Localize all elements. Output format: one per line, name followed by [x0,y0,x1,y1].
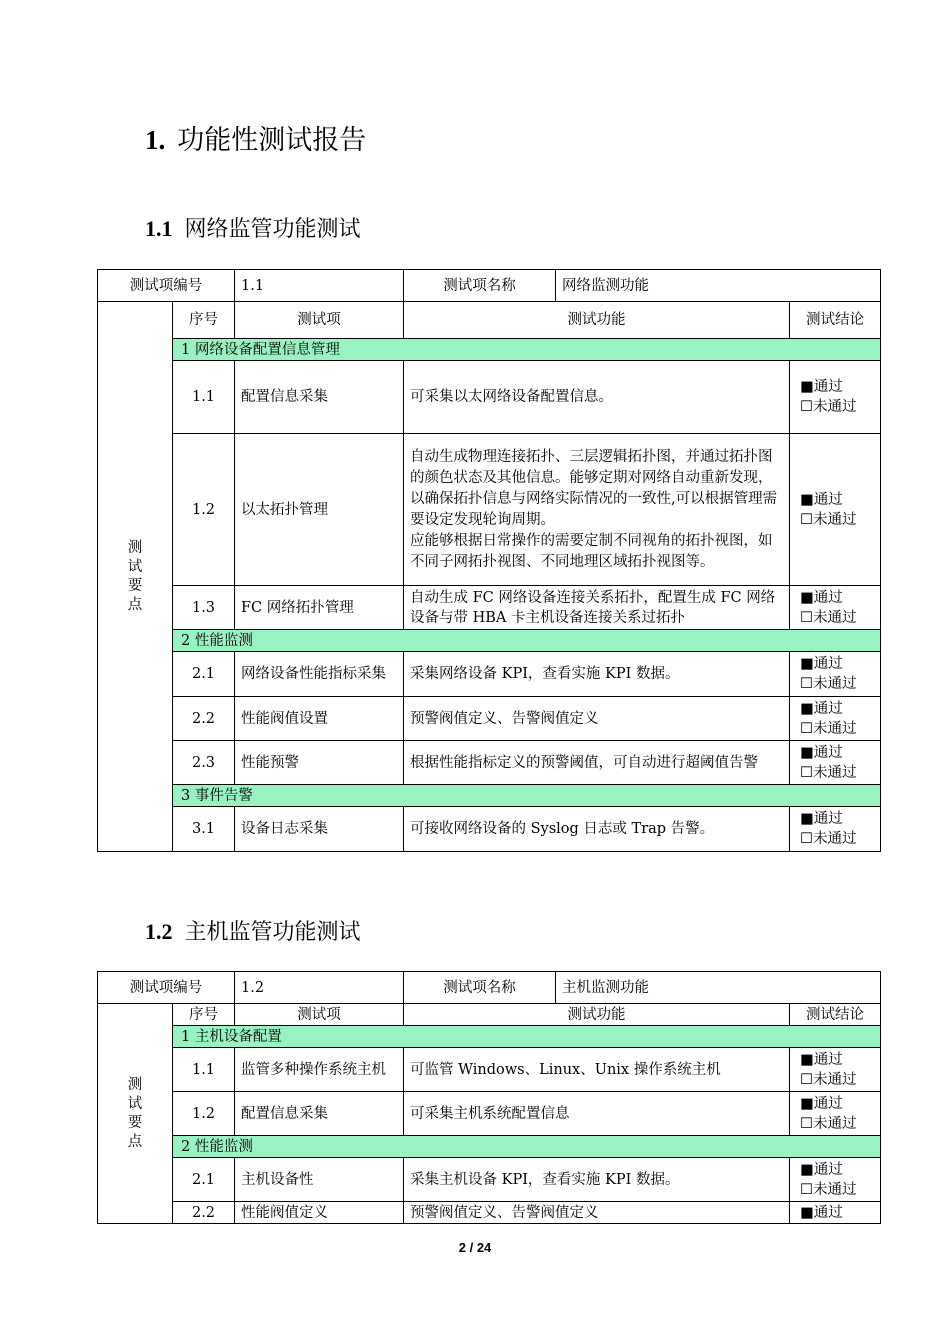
row-item: 配置信息采集 [235,1092,404,1136]
heading-1 [145,122,366,159]
table-row [98,1158,881,1202]
row-item: 性能阀值设置 [235,697,404,741]
row-func: 可监管 Windows、Linux、Unix 操作系统主机 [404,1048,790,1092]
group-row: 3 事件告警 [173,785,881,807]
heading-1-1-title: 网络监管功能测试 [184,217,361,242]
table-header-row [98,972,881,1004]
row-func: 预警阀值定义、告警阀值定义 [404,1202,790,1224]
row-seq: 2.3 [173,741,235,785]
row-result: ■通过 ☐未通过 [790,1048,881,1092]
table-row [98,586,881,630]
row-seq: 2.2 [173,1202,235,1224]
row-seq: 1.1 [173,361,235,434]
heading-1-2-title: 主机监管功能测试 [184,920,361,945]
col-seq: 序号 [173,302,235,339]
test-name-label: 测试项名称 [404,972,556,1004]
group-row: 2 性能监测 [173,630,881,652]
heading-1-1 [145,214,361,245]
row-func: 可采集以太网络设备配置信息。 [404,361,790,434]
heading-1-2 [145,917,361,948]
table-row [98,434,881,586]
row-seq: 2.1 [173,1158,235,1202]
row-func: 根据性能指标定义的预警阈值，可自动进行超阈值告警 [404,741,790,785]
row-seq: 1.2 [173,1092,235,1136]
row-seq: 3.1 [173,807,235,852]
table-row [98,361,881,434]
row-item: 设备日志采集 [235,807,404,852]
row-result: ■通过 ☐未通过 [790,697,881,741]
column-header-row [98,302,881,339]
row-result: ■通过 ☐未通过 [790,434,881,586]
row-func: 采集网络设备 KPI，查看实施 KPI 数据。 [404,652,790,697]
group-row: 1 主机设备配置 [173,1026,881,1048]
test-id-value: 1.1 [235,270,404,302]
row-item: 监管多种操作系统主机 [235,1048,404,1092]
row-seq: 1.1 [173,1048,235,1092]
row-seq: 2.1 [173,652,235,697]
page-footer [0,1240,950,1255]
row-item: 性能阀值定义 [235,1202,404,1224]
test-name-value: 网络监测功能 [556,270,881,302]
row-func: 可采集主机系统配置信息 [404,1092,790,1136]
test-id-label: 测试项编号 [98,270,235,302]
test-name-value: 主机监测功能 [556,972,881,1004]
col-seq: 序号 [173,1004,235,1026]
row-result: ■通过 ☐未通过 [790,361,881,434]
row-result: ■通过 ☐未通过 [790,586,881,630]
group-row: 2 性能监测 [173,1136,881,1158]
row-result: ■通过 ☐未通过 [790,1158,881,1202]
heading-1-title: 功能性测试报告 [177,125,367,156]
col-func: 测试功能 [404,302,790,339]
col-result: 测试结论 [790,1004,881,1026]
row-func: 可接收网络设备的 Syslog 日志或 Trap 告警。 [404,807,790,852]
network-test-table [97,269,881,852]
table-header-row [98,270,881,302]
row-item: 主机设备性 [235,1158,404,1202]
row-seq: 1.3 [173,586,235,630]
table-row [98,807,881,852]
row-seq: 2.2 [173,697,235,741]
host-test-table [97,971,881,1224]
test-id-value: 1.2 [235,972,404,1004]
row-item: 性能预警 [235,741,404,785]
row-seq: 1.2 [173,434,235,586]
row-func: 预警阀值定义、告警阀值定义 [404,697,790,741]
test-id-label: 测试项编号 [98,972,235,1004]
row-func: 自动生成 FC 网络设备连接关系拓扑，配置生成 FC 网络设备与带 HBA 卡主机设备连接关系过拓扑 [404,586,790,630]
page-number: 2 [458,1240,466,1255]
table-row [98,652,881,697]
table-row [98,697,881,741]
row-result: ■通过 [790,1202,881,1224]
row-item: FC 网络拓扑管理 [235,586,404,630]
heading-1-number: 1. [145,125,166,155]
column-header-row [98,1004,881,1026]
row-item: 网络设备性能指标采集 [235,652,404,697]
col-item: 测试项 [235,302,404,339]
col-func: 测试功能 [404,1004,790,1026]
row-item: 配置信息采集 [235,361,404,434]
table-row [98,1092,881,1136]
row-func: 自动生成物理连接拓扑、三层逻辑拓扑图，并通过拓扑图的颜色状态及其他信息。能够定期对网络自动重新发现，以确保拓扑信息与网络实际情况的一致性,可以根据管理需要设定发现轮询周期。 应能够根据日常操作的需要定制不同视角的拓扑视图，如不同子网拓扑视图、不同地理区域拓扑视图等。 [404,434,790,586]
page-total: 24 [476,1240,492,1255]
col-result: 测试结论 [790,302,881,339]
test-name-label: 测试项名称 [404,270,556,302]
group-row: 1 网络设备配置信息管理 [173,339,881,361]
heading-1-2-number: 1.2 [145,919,173,944]
row-result: ■通过 ☐未通过 [790,807,881,852]
col-item: 测试项 [235,1004,404,1026]
table-row [98,741,881,785]
table-row [98,1202,881,1224]
row-func: 采集主机设备 KPI，查看实施 KPI 数据。 [404,1158,790,1202]
side-label: 测 试 要 点 [98,1004,173,1224]
row-result: ■通过 ☐未通过 [790,1092,881,1136]
side-label: 测 试 要 点 [98,302,173,852]
table-row [98,1048,881,1092]
row-item: 以太拓扑管理 [235,434,404,586]
heading-1-1-number: 1.1 [145,216,173,241]
row-result: ■通过 ☐未通过 [790,652,881,697]
page-separator: / [469,1240,474,1255]
row-result: ■通过 ☐未通过 [790,741,881,785]
